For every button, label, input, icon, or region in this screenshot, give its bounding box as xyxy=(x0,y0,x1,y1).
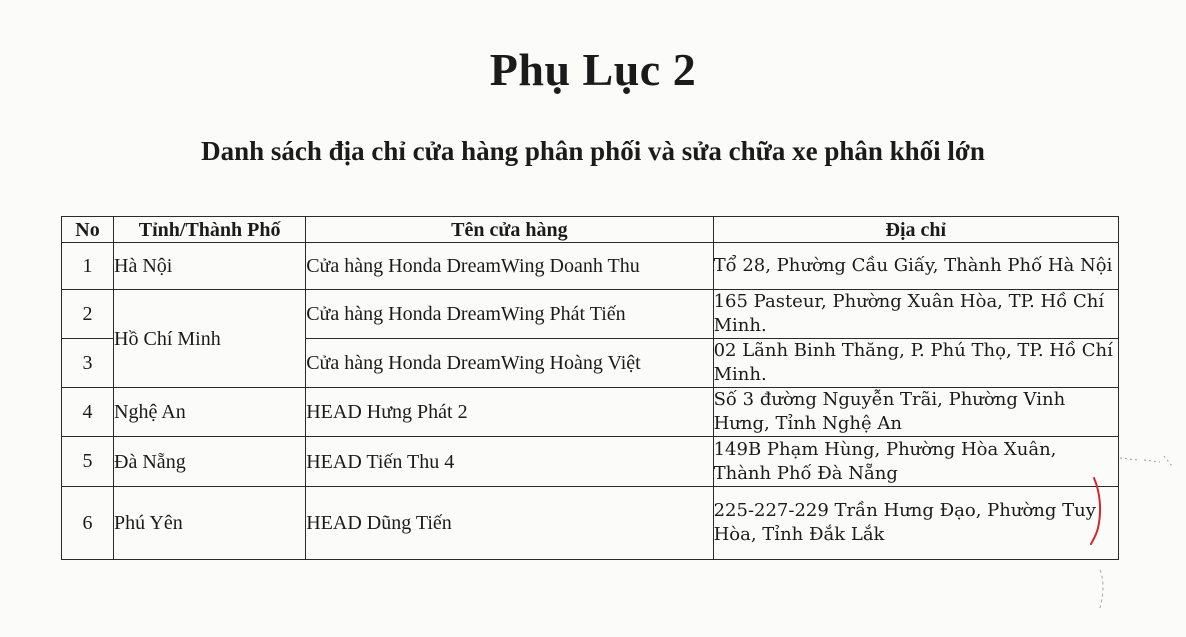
header-store-name: Tên cửa hàng xyxy=(306,217,713,243)
header-no: No xyxy=(62,217,114,243)
row-no: 3 xyxy=(62,339,114,388)
table-row xyxy=(62,243,1119,290)
table-header-row xyxy=(62,217,1119,243)
row-store-name: HEAD Tiến Thu 4 xyxy=(306,437,713,487)
row-store-name: Cửa hàng Honda DreamWing Hoàng Việt xyxy=(306,339,713,388)
row-address: 225-227-229 Trần Hưng Đạo, Phường Tuy Hòa, Tỉnh Đắk Lắk xyxy=(713,487,1118,560)
row-store-name: HEAD Dũng Tiến xyxy=(306,487,713,560)
row-province: Hà Nội xyxy=(114,243,306,290)
row-no: 1 xyxy=(62,243,114,290)
row-address: Tổ 28, Phường Cầu Giấy, Thành Phố Hà Nội xyxy=(713,243,1118,290)
row-store-name: Cửa hàng Honda DreamWing Phát Tiến xyxy=(306,290,713,339)
handwritten-pen-mark xyxy=(1060,420,1186,620)
row-address: 02 Lãnh Binh Thăng, P. Phú Thọ, TP. Hồ Chí Minh. xyxy=(713,339,1118,388)
row-no: 6 xyxy=(62,487,114,560)
row-province: Đà Nẵng xyxy=(114,437,306,487)
row-address: 165 Pasteur, Phường Xuân Hòa, TP. Hồ Chí Minh. xyxy=(713,290,1118,339)
row-address: Số 3 đường Nguyễn Trãi, Phường Vinh Hưng, Tỉnh Nghệ An xyxy=(713,388,1118,437)
store-address-table xyxy=(61,216,1119,560)
row-no: 4 xyxy=(62,388,114,437)
row-store-name: HEAD Hưng Phát 2 xyxy=(306,388,713,437)
table-row xyxy=(62,388,1119,437)
page-subtitle: Danh sách địa chỉ cửa hàng phân phối và sửa chữa xe phân khối lớn xyxy=(201,136,985,166)
table-row xyxy=(62,290,1119,339)
page-title: Phụ Lục 2 xyxy=(489,44,697,95)
table-row xyxy=(62,487,1119,560)
header-province: Tỉnh/Thành Phố xyxy=(114,217,306,243)
row-address: 149B Phạm Hùng, Phường Hòa Xuân, Thành Phố Đà Nẵng xyxy=(713,437,1118,487)
row-province: Nghệ An xyxy=(114,388,306,437)
row-no: 2 xyxy=(62,290,114,339)
row-no: 5 xyxy=(62,437,114,487)
table-row xyxy=(62,437,1119,487)
row-store-name: Cửa hàng Honda DreamWing Doanh Thu xyxy=(306,243,713,290)
row-province: Phú Yên xyxy=(114,487,306,560)
header-address: Địa chỉ xyxy=(713,217,1118,243)
row-province-merged: Hồ Chí Minh xyxy=(114,290,306,388)
